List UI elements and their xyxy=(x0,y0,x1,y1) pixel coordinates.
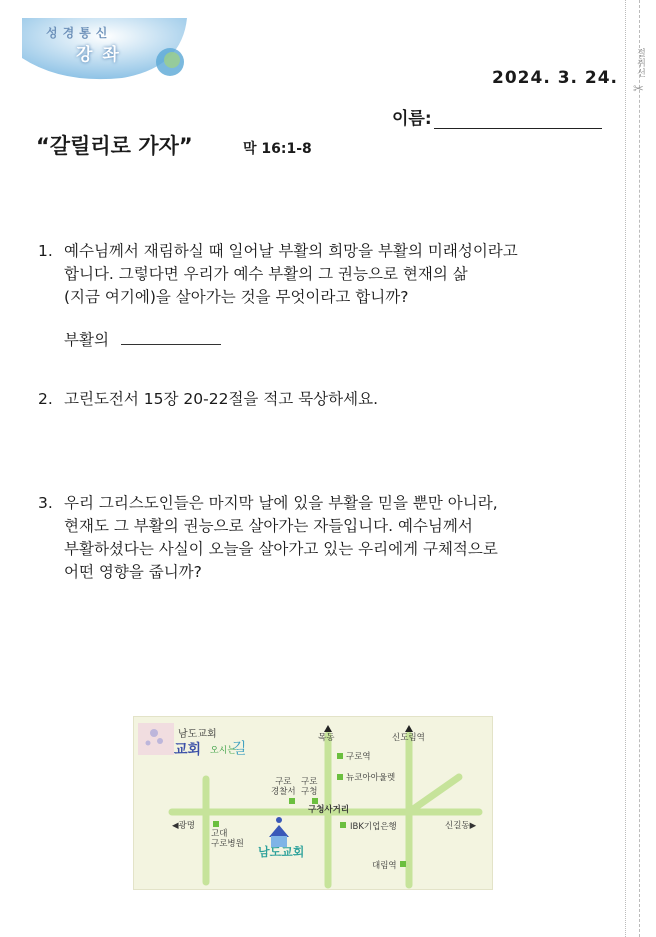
name-label: 이름: xyxy=(392,109,432,129)
marker-guro-station xyxy=(337,753,343,759)
label-newcore: 뉴코아아울렛 xyxy=(346,773,396,783)
name-field[interactable] xyxy=(392,104,602,129)
church-name: 남도교회 xyxy=(258,845,305,859)
map-heading-small: 남도교회 xyxy=(178,729,217,740)
label-ibk: IBK기업은행 xyxy=(350,822,397,832)
label-guro-station: 구로역 xyxy=(346,752,371,762)
label-korea-univ: 고대 구로병원 xyxy=(211,829,244,849)
name-blank[interactable] xyxy=(434,114,602,129)
answer-blank[interactable] xyxy=(121,332,221,345)
marker-newcore xyxy=(337,774,343,780)
question-1 xyxy=(38,240,518,309)
cut-label: 절취선 xyxy=(635,48,645,78)
lesson-title: “갈릴리로 가자” xyxy=(36,134,193,158)
question-text: 고린도전서 15장 20-22절을 적고 묵상하세요. xyxy=(64,390,378,408)
label-singil: 신길동▶ xyxy=(445,821,477,831)
marker-guro-police xyxy=(289,798,295,804)
question-number: 1. xyxy=(38,242,53,260)
logo-line2: 강좌 xyxy=(76,45,129,65)
map-heading-big: 교회 xyxy=(174,742,202,758)
question-text: 예수님께서 재림하실 때 일어날 부활의 희망을 부활의 미래성이라고 합니다. 그렇다면 우리가 예수 부활의 그 권능으로 현재의 삶 (지금 여기에)을 살아가는 것을 무엇이라고 합니까? xyxy=(64,242,518,306)
label-guro-police: 구로 경찰서 xyxy=(271,777,296,797)
question-number: 2. xyxy=(38,390,53,408)
scissor-icon: ✂ xyxy=(633,82,644,97)
label-gwangmyeong: ◀광명 xyxy=(172,821,195,831)
label-daerim: 대림역 xyxy=(372,861,397,871)
church-map xyxy=(133,716,493,890)
lesson-reference: 막 16:1-8 xyxy=(243,141,312,157)
label-sindorim: 신도림역 xyxy=(392,733,425,743)
map-heading-end: 길 xyxy=(232,739,247,757)
marker-korea-univ xyxy=(213,821,219,827)
marker-daerim xyxy=(400,861,406,867)
marker-ibk xyxy=(340,822,346,828)
label-guro-office: 구로 구청 xyxy=(301,777,318,797)
label-mokdong: 목동 xyxy=(318,733,335,743)
question-3 xyxy=(38,492,498,584)
question-text: 우리 그리스도인들은 마지막 날에 있을 부활을 믿을 뿐만 아니라, 현재도 그 부활의 권능으로 살아가는 자들입니다. 예수님께서 부활하셨다는 사실이 오늘을 살아가고 있는 우리에게 구체적으로 어떤 영향을 줍니까? xyxy=(64,494,498,581)
question-number: 3. xyxy=(38,494,53,512)
question-2 xyxy=(38,388,378,411)
label-crossroad: 구청사거리 xyxy=(308,805,350,815)
answer-label: 부활의 xyxy=(64,331,109,349)
cut-line xyxy=(639,0,640,937)
map-heading-mid: 오시는 xyxy=(210,746,237,756)
course-logo xyxy=(22,18,187,80)
logo-line1: 성경통신 xyxy=(46,26,113,40)
date: 2024. 3. 24. xyxy=(492,68,619,88)
answer-1[interactable] xyxy=(64,328,221,350)
